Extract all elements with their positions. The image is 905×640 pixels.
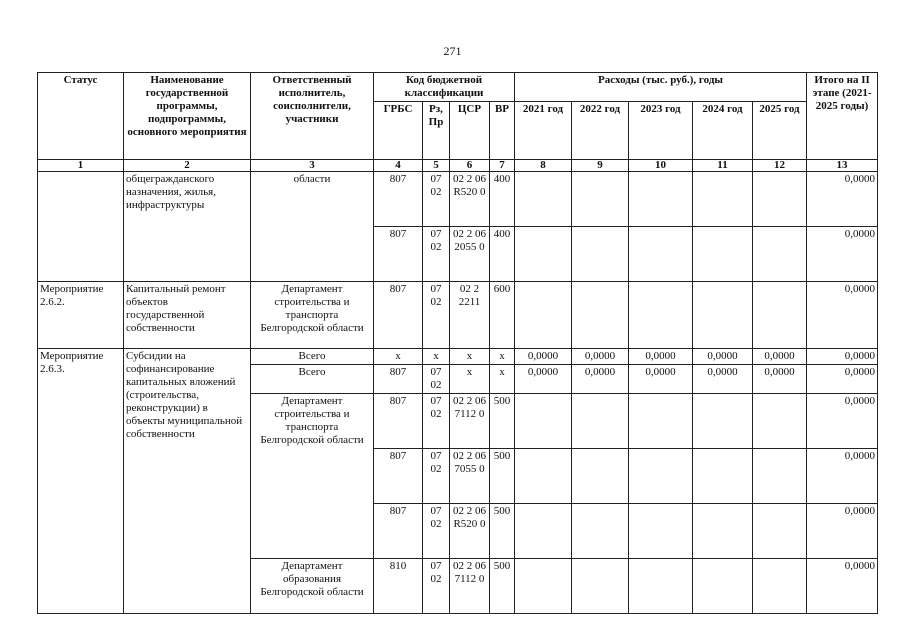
- row-year-2021: [515, 282, 572, 349]
- row-year-2023: [629, 504, 693, 559]
- header-grbs: ГРБС: [374, 102, 423, 160]
- header-vr: ВР: [490, 102, 515, 160]
- row-year-2025: 0,0000: [753, 349, 807, 365]
- row-year-2021: 0,0000: [515, 365, 572, 394]
- header-row-1: [38, 73, 878, 102]
- row-year-2021: [515, 172, 572, 227]
- row-grbs: 807: [374, 394, 423, 449]
- header-year-2021: 2021 год: [515, 102, 572, 160]
- row-rzpr: 07 02: [423, 282, 450, 349]
- row-year-2023: [629, 559, 693, 614]
- row-total: 0,0000: [807, 172, 878, 227]
- row-total: 0,0000: [807, 349, 878, 365]
- row-year-2024: [693, 394, 753, 449]
- row-csr: 02 2 06 7055 0: [450, 449, 490, 504]
- row-rzpr: x: [423, 349, 450, 365]
- row-year-2024: [693, 504, 753, 559]
- row-year-2025: [753, 172, 807, 227]
- row-rzpr: 07 02: [423, 449, 450, 504]
- table-row: [38, 172, 878, 227]
- row-rzpr: 07 02: [423, 365, 450, 394]
- row-csr: 02 2 2211: [450, 282, 490, 349]
- row-year-2025: [753, 394, 807, 449]
- row-program-name: общегражданского назначения, жилья, инфраструктуры: [124, 172, 251, 282]
- row-year-2022: [572, 559, 629, 614]
- row-year-2025: [753, 449, 807, 504]
- row-rzpr: 07 02: [423, 172, 450, 227]
- row-year-2023: [629, 282, 693, 349]
- row-year-2024: [693, 449, 753, 504]
- row-total: 0,0000: [807, 227, 878, 282]
- row-year-2021: [515, 559, 572, 614]
- row-grbs: 807: [374, 172, 423, 227]
- row-rzpr: 07 02: [423, 394, 450, 449]
- row-year-2024: 0,0000: [693, 365, 753, 394]
- row-year-2024: 0,0000: [693, 349, 753, 365]
- row-year-2025: [753, 504, 807, 559]
- row-total: 0,0000: [807, 365, 878, 394]
- column-number: 1: [38, 160, 124, 172]
- row-vr: 600: [490, 282, 515, 349]
- column-number: 13: [807, 160, 878, 172]
- row-rzpr: 07 02: [423, 227, 450, 282]
- header-year-2023: 2023 год: [629, 102, 693, 160]
- row-year-2025: [753, 282, 807, 349]
- row-year-2022: [572, 394, 629, 449]
- row-csr: 02 2 06 R520 0: [450, 504, 490, 559]
- row-year-2024: [693, 227, 753, 282]
- column-number: 4: [374, 160, 423, 172]
- header-program-name: Наименование государственной программы, подпрограммы, основного мероприятия: [124, 73, 251, 160]
- row-vr: 500: [490, 504, 515, 559]
- row-vr: x: [490, 365, 515, 394]
- row-year-2021: [515, 504, 572, 559]
- header-total: Итого на II этапе (2021-2025 годы): [807, 73, 878, 160]
- budget-table: [37, 72, 878, 614]
- column-number: 10: [629, 160, 693, 172]
- row-grbs: x: [374, 349, 423, 365]
- column-number-row: [38, 160, 878, 172]
- header-expenses: Расходы (тыс. руб.), годы: [515, 73, 807, 102]
- header-rzpr: Рз, Пр: [423, 102, 450, 160]
- row-status: Мероприятие 2.6.2.: [38, 282, 124, 349]
- column-number: 9: [572, 160, 629, 172]
- table-row: [38, 349, 878, 365]
- page-number: 271: [443, 44, 462, 58]
- row-executor: Всего: [251, 365, 374, 394]
- column-number: 2: [124, 160, 251, 172]
- row-executor: области: [251, 172, 374, 282]
- row-year-2023: [629, 172, 693, 227]
- column-number: 7: [490, 160, 515, 172]
- row-year-2022: 0,0000: [572, 365, 629, 394]
- row-vr: 400: [490, 172, 515, 227]
- row-year-2022: [572, 227, 629, 282]
- column-number: 11: [693, 160, 753, 172]
- row-year-2024: [693, 172, 753, 227]
- row-csr: 02 2 06 R520 0: [450, 172, 490, 227]
- row-total: 0,0000: [807, 394, 878, 449]
- table-row: [38, 282, 878, 349]
- header-year-2025: 2025 год: [753, 102, 807, 160]
- row-executor: Всего: [251, 349, 374, 365]
- row-total: 0,0000: [807, 282, 878, 349]
- row-csr: 02 2 06 7112 0: [450, 394, 490, 449]
- row-year-2022: [572, 504, 629, 559]
- header-budget-code: Код бюджетной классификации: [374, 73, 515, 102]
- column-number: 12: [753, 160, 807, 172]
- row-total: 0,0000: [807, 504, 878, 559]
- row-year-2023: [629, 227, 693, 282]
- row-vr: 500: [490, 449, 515, 504]
- row-vr: x: [490, 349, 515, 365]
- row-status: [38, 172, 124, 282]
- row-grbs: 810: [374, 559, 423, 614]
- column-number: 5: [423, 160, 450, 172]
- row-year-2025: [753, 227, 807, 282]
- column-number: 6: [450, 160, 490, 172]
- row-year-2023: [629, 449, 693, 504]
- row-vr: 400: [490, 227, 515, 282]
- row-program-name: Капитальный ремонт объектов государственной собственности: [124, 282, 251, 349]
- header-year-2024: 2024 год: [693, 102, 753, 160]
- row-program-name: Субсидии на софинансирование капитальных вложений (строительства, реконструкции) в объекты муниципальной собственности: [124, 349, 251, 614]
- row-year-2021: [515, 394, 572, 449]
- row-year-2023: [629, 394, 693, 449]
- row-year-2025: 0,0000: [753, 365, 807, 394]
- row-year-2022: [572, 282, 629, 349]
- header-executor: Ответственный исполнитель, соисполнители, участники: [251, 73, 374, 160]
- row-year-2023: 0,0000: [629, 365, 693, 394]
- row-csr: 02 2 06 7112 0: [450, 559, 490, 614]
- column-number: 3: [251, 160, 374, 172]
- row-csr: x: [450, 349, 490, 365]
- row-vr: 500: [490, 559, 515, 614]
- row-status: Мероприятие 2.6.3.: [38, 349, 124, 614]
- row-year-2024: [693, 559, 753, 614]
- row-executor: Департамент строительства и транспорта Белгородской области: [251, 282, 374, 349]
- row-rzpr: 07 02: [423, 504, 450, 559]
- row-year-2022: [572, 172, 629, 227]
- row-vr: 500: [490, 394, 515, 449]
- row-year-2021: [515, 227, 572, 282]
- header-year-2022: 2022 год: [572, 102, 629, 160]
- row-executor: Департамент образования Белгородской области: [251, 559, 374, 614]
- column-number: 8: [515, 160, 572, 172]
- row-total: 0,0000: [807, 559, 878, 614]
- row-year-2023: 0,0000: [629, 349, 693, 365]
- row-year-2021: [515, 449, 572, 504]
- row-csr: 02 2 06 2055 0: [450, 227, 490, 282]
- header-csr: ЦСР: [450, 102, 490, 160]
- row-grbs: 807: [374, 504, 423, 559]
- row-grbs: 807: [374, 227, 423, 282]
- row-grbs: 807: [374, 365, 423, 394]
- row-total: 0,0000: [807, 449, 878, 504]
- row-year-2021: 0,0000: [515, 349, 572, 365]
- row-year-2022: 0,0000: [572, 349, 629, 365]
- row-year-2025: [753, 559, 807, 614]
- header-status: Статус: [38, 73, 124, 160]
- row-year-2024: [693, 282, 753, 349]
- row-executor: Департамент строительства и транспорта Белгородской области: [251, 394, 374, 559]
- row-grbs: 807: [374, 282, 423, 349]
- row-rzpr: 07 02: [423, 559, 450, 614]
- row-year-2022: [572, 449, 629, 504]
- row-grbs: 807: [374, 449, 423, 504]
- row-csr: x: [450, 365, 490, 394]
